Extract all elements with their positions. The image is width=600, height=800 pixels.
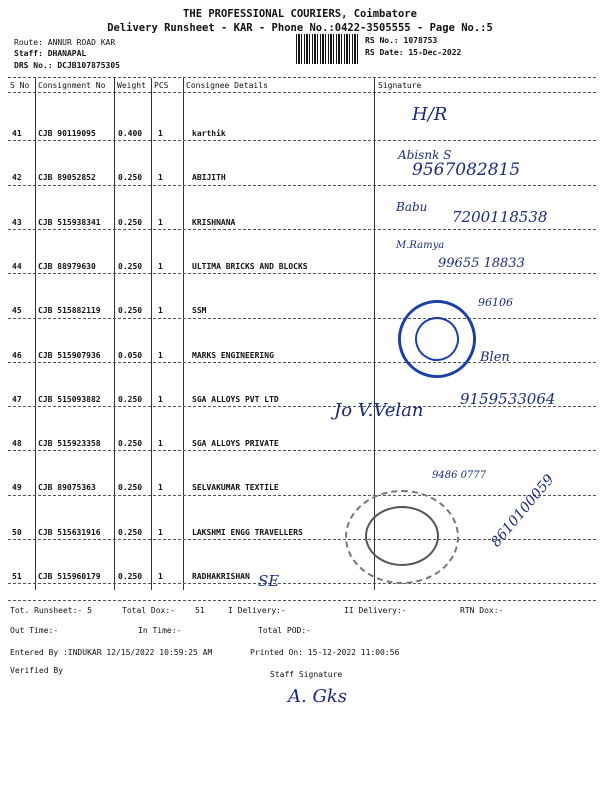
handwriting-r51-phone: 8610100059 bbox=[488, 471, 558, 551]
row-separator bbox=[8, 450, 596, 451]
row-sno: 48 bbox=[12, 439, 22, 449]
row-consignee: RADHAKRISHAN bbox=[192, 572, 250, 581]
row-consignment-no: CJB 89052852 bbox=[38, 173, 96, 183]
row-consignment-no: CJB 88979630 bbox=[38, 261, 96, 271]
row-weight: 0.250 bbox=[118, 439, 143, 449]
row-weight: 0.250 bbox=[118, 261, 143, 271]
row-consignee: SGA ALLOYS PVT LTD bbox=[192, 394, 279, 404]
row-consignee: SSM bbox=[192, 306, 207, 316]
company-title: THE PROFESSIONAL COURIERS, Coimbatore bbox=[183, 8, 417, 20]
row-pcs: 1 bbox=[158, 129, 163, 138]
col-divider bbox=[35, 78, 36, 590]
row-weight: 0.050 bbox=[118, 350, 143, 360]
row-pcs: 1 bbox=[158, 350, 163, 360]
total-dox-value: 51 bbox=[195, 606, 205, 615]
row-pcs: 1 bbox=[158, 439, 163, 449]
row-separator bbox=[8, 273, 596, 274]
row-pcs: 1 bbox=[158, 483, 163, 493]
row-weight: 0.250 bbox=[118, 483, 143, 493]
staff-label: Staff: DHANAPAL bbox=[14, 49, 87, 58]
row-sno: 46 bbox=[12, 350, 22, 360]
row-sno: 49 bbox=[12, 483, 22, 493]
row-pcs: 1 bbox=[158, 217, 163, 227]
staff-signature: A. Gks bbox=[288, 686, 347, 707]
row-consignee: LAKSHMI ENGG TRAVELLERS bbox=[192, 527, 303, 537]
col-divider bbox=[114, 78, 115, 590]
row-separator bbox=[8, 495, 596, 496]
footer-rule bbox=[8, 600, 596, 601]
in-time: In Time:- bbox=[138, 626, 182, 635]
row-consignee: MARKS ENGINEERING bbox=[192, 350, 274, 360]
row-consignment-no: CJB 515923358 bbox=[38, 439, 101, 449]
row-sno: 43 bbox=[12, 217, 22, 227]
route-label: Route: ANNUR ROAD KAR bbox=[14, 38, 116, 47]
row-separator bbox=[8, 185, 596, 186]
row-pcs: 1 bbox=[158, 572, 163, 581]
seal-stamp-bottom bbox=[345, 490, 459, 584]
row-consignee: SELVAKUMAR TEXTILE bbox=[192, 483, 279, 493]
runsheet-title: Delivery Runsheet - KAR - Phone No.:0422-3505555 - Page No.:5 bbox=[107, 22, 493, 34]
row-sno: 45 bbox=[12, 306, 22, 316]
row-sno: 44 bbox=[12, 261, 22, 271]
col-divider bbox=[151, 78, 152, 590]
table-top-rule bbox=[8, 77, 596, 78]
total-pod: Total POD:- bbox=[258, 626, 311, 635]
col-pcs: PCS bbox=[154, 81, 169, 90]
staff-signature-label: Staff Signature bbox=[270, 670, 343, 679]
seal-inner-ring bbox=[409, 311, 465, 367]
row-weight: 0.400 bbox=[118, 129, 143, 138]
row-consignment-no: CJB 515631916 bbox=[38, 527, 101, 537]
handwriting-r49: 9486 0777 bbox=[432, 470, 487, 481]
col-consignment: Consignment No bbox=[38, 81, 106, 90]
rs-number: RS No.: 1078753 bbox=[365, 36, 438, 45]
handwriting-r43-phone: 7200118538 bbox=[452, 208, 548, 226]
row-separator bbox=[8, 318, 596, 319]
company-seal-stamp bbox=[387, 289, 487, 389]
row-consignment-no: CJB 90119095 bbox=[38, 129, 96, 138]
rtn-dox: RTN Dox:- bbox=[460, 606, 504, 615]
row-consignee: karthik bbox=[192, 129, 226, 138]
row-consignee: ABIJITH bbox=[192, 173, 226, 183]
handwriting-r44-name: M.Ramya bbox=[396, 240, 445, 251]
row-consignee: KRISHNANA bbox=[192, 217, 236, 227]
printed-on: Printed On: 15-12-2022 11:00:56 bbox=[250, 648, 400, 657]
handwriting-r42-name: Abisnk S bbox=[398, 148, 452, 162]
verified-by: Verified By bbox=[10, 666, 63, 675]
row-consignment-no: CJB 515938341 bbox=[38, 217, 101, 227]
row-consignee: ULTIMA BRICKS AND BLOCKS bbox=[192, 261, 308, 271]
row-consignment-no: CJB 515093882 bbox=[38, 394, 101, 404]
row-pcs: 1 bbox=[158, 306, 163, 316]
entered-by: Entered By :INDUKAR 12/15/2022 10:59:25 AM bbox=[10, 648, 213, 657]
row-pcs: 1 bbox=[158, 261, 163, 271]
col-consignee: Consignee Details bbox=[186, 81, 268, 90]
out-time: Out Time:- bbox=[10, 626, 59, 635]
row-weight: 0.250 bbox=[118, 217, 143, 227]
i-delivery: I Delivery:- bbox=[228, 606, 286, 615]
row-separator bbox=[8, 140, 596, 141]
row-consignment-no: CJB 515960179 bbox=[38, 572, 101, 581]
row-weight: 0.250 bbox=[118, 306, 143, 316]
handwriting-r47: 9159533064 bbox=[460, 390, 556, 408]
row-weight: 0.250 bbox=[118, 394, 143, 404]
handwriting-r45: 96106 bbox=[478, 296, 513, 309]
col-signature: Signature bbox=[378, 81, 422, 90]
handwriting-r46: Blen bbox=[480, 350, 510, 365]
tot-runsheet: Tot. Runsheet:- 5 bbox=[10, 606, 92, 615]
handwriting-r51-initials: SE bbox=[258, 572, 280, 590]
row-consignment-no: CJB 515882119 bbox=[38, 306, 101, 316]
row-weight: 0.250 bbox=[118, 173, 143, 183]
row-sno: 41 bbox=[12, 129, 22, 138]
drs-number: DRS No.: DCJB107875305 bbox=[14, 61, 120, 70]
total-dox-label: Total Dox:- bbox=[122, 606, 175, 615]
col-divider bbox=[183, 78, 184, 590]
row-sno: 42 bbox=[12, 173, 22, 183]
handwriting-r41: H/R bbox=[412, 104, 448, 125]
row-pcs: 1 bbox=[158, 173, 163, 183]
handwriting-r44-phone: 99655 18833 bbox=[438, 256, 525, 271]
row-sno: 47 bbox=[12, 394, 22, 404]
handwriting-r42-phone: 9567082815 bbox=[412, 160, 521, 180]
row-consignment-no: CJB 89075363 bbox=[38, 483, 96, 493]
seal-inner-ring bbox=[365, 506, 439, 566]
rs-date: RS Date: 15-Dec-2022 bbox=[365, 48, 462, 57]
row-sno: 50 bbox=[12, 527, 22, 537]
row-pcs: 1 bbox=[158, 394, 163, 404]
barcode bbox=[296, 34, 358, 64]
row-separator bbox=[8, 229, 596, 230]
table-header-rule bbox=[8, 92, 596, 93]
row-weight: 0.250 bbox=[118, 572, 143, 581]
row-sno: 51 bbox=[12, 572, 22, 581]
handwriting-r43-name: Babu bbox=[396, 200, 428, 214]
col-sno: S No bbox=[10, 81, 30, 90]
row-pcs: 1 bbox=[158, 527, 163, 537]
row-consignment-no: CJB 515907936 bbox=[38, 350, 101, 360]
row-separator bbox=[8, 583, 596, 584]
row-consignee: SGA ALLOYS PRIVATE bbox=[192, 439, 279, 449]
row-weight: 0.250 bbox=[118, 527, 143, 537]
handwriting-r48: Jo V.Velan bbox=[334, 400, 424, 421]
col-weight: Weight bbox=[117, 81, 146, 90]
ii-delivery: II Delivery:- bbox=[344, 606, 407, 615]
